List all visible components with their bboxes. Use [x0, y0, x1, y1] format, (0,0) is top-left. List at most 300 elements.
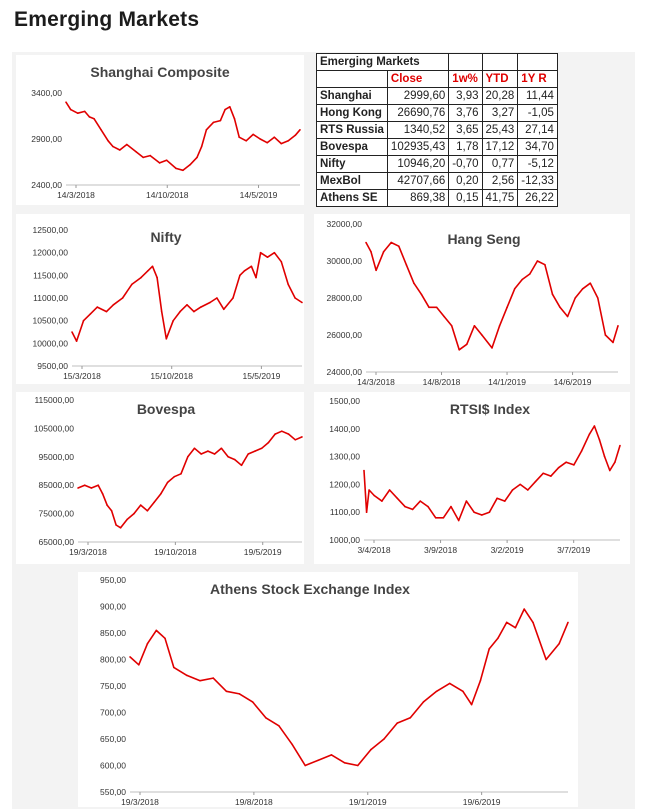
data-point — [241, 465, 243, 467]
table-row — [317, 105, 558, 122]
table-cell-1w: 3,76 — [449, 105, 482, 122]
table-cell-ytd: 2,56 — [482, 173, 518, 190]
data-point — [212, 677, 214, 679]
table-header-1w: 1w% — [449, 71, 482, 88]
x-tick-label: 3/9/2018 — [424, 545, 458, 555]
series-line — [130, 609, 568, 765]
data-point — [77, 112, 79, 114]
y-tick-label: 32000,00 — [326, 219, 362, 229]
data-point — [295, 439, 297, 441]
x-tick-label: 19/6/2019 — [462, 797, 501, 807]
y-tick-label: 3400,00 — [31, 88, 62, 98]
table-cell-name: RTS Russia — [317, 122, 388, 139]
page-title: Emerging Markets — [14, 8, 200, 31]
data-point — [299, 129, 301, 131]
x-tick-label: 19/3/2018 — [121, 797, 159, 807]
table-row — [317, 173, 558, 190]
data-point — [519, 484, 521, 486]
data-point — [172, 320, 174, 322]
table-header-1y: 1Y R — [518, 71, 558, 88]
data-point — [140, 277, 142, 279]
chart-title: Shanghai Composite — [90, 64, 230, 80]
data-point — [396, 722, 398, 724]
table-cell-ytd: 0,77 — [482, 156, 518, 173]
table-row — [317, 156, 558, 173]
y-tick-label: 105000,00 — [33, 423, 74, 434]
data-point — [255, 277, 257, 279]
data-point — [412, 509, 414, 511]
athens-chart — [78, 572, 578, 807]
data-point — [398, 245, 400, 247]
nifty-chart — [16, 214, 304, 384]
data-point — [617, 325, 619, 327]
rts-chart-panel — [314, 392, 630, 564]
table-cell-1y: 26,22 — [518, 190, 558, 207]
data-point — [301, 302, 303, 304]
data-point — [435, 517, 437, 519]
y-tick-label: 28000,00 — [326, 293, 362, 303]
data-point — [207, 450, 209, 452]
data-point — [619, 445, 621, 447]
y-tick-label: 950,00 — [100, 575, 126, 585]
data-point — [77, 487, 79, 489]
table-row — [317, 190, 558, 207]
data-point — [420, 500, 422, 502]
y-tick-label: 10000,00 — [32, 338, 68, 349]
data-point — [238, 136, 240, 138]
data-point — [209, 302, 211, 304]
data-point — [491, 347, 493, 349]
y-tick-label: 650,00 — [100, 734, 126, 744]
data-point — [113, 304, 115, 306]
data-point — [357, 765, 359, 767]
data-point — [370, 251, 372, 253]
data-point — [223, 309, 225, 311]
data-point — [331, 754, 333, 756]
table-cell-name: Bovespa — [317, 139, 388, 156]
data-point — [186, 675, 188, 677]
data-point — [373, 495, 375, 497]
table-cell-1y: 34,70 — [518, 139, 558, 156]
data-point — [199, 680, 201, 682]
data-point — [471, 704, 473, 706]
data-point — [466, 500, 468, 502]
data-point — [140, 504, 142, 506]
table-cell-1w: 3,93 — [449, 88, 482, 105]
data-point — [254, 450, 256, 452]
data-point — [301, 436, 303, 438]
data-point — [84, 484, 86, 486]
data-point — [244, 270, 246, 272]
data-point — [427, 506, 429, 508]
data-point — [232, 297, 234, 299]
data-point — [65, 101, 67, 103]
y-tick-label: 800,00 — [100, 654, 126, 665]
data-point — [521, 279, 523, 281]
data-point — [106, 504, 108, 506]
data-point — [428, 307, 430, 309]
data-point — [216, 297, 218, 299]
data-point — [287, 284, 289, 286]
table-cell-close: 102935,43 — [387, 139, 448, 156]
athens-chart-panel — [78, 572, 578, 807]
data-point — [173, 667, 175, 669]
data-point — [261, 448, 263, 450]
data-point — [597, 297, 599, 299]
data-point — [295, 135, 297, 137]
data-point — [97, 484, 99, 486]
data-point — [196, 157, 198, 159]
data-point — [153, 501, 155, 503]
data-point — [365, 242, 367, 244]
charts-area — [12, 52, 635, 809]
data-point — [91, 487, 93, 489]
data-point — [288, 433, 290, 435]
y-tick-label: 65000,00 — [38, 537, 74, 547]
y-tick-label: 1200,00 — [329, 479, 360, 490]
table-header-close: Close — [387, 71, 448, 88]
data-point — [397, 498, 399, 500]
data-point — [383, 251, 385, 253]
x-tick-label: 19/8/2018 — [234, 797, 273, 807]
data-point — [542, 473, 544, 475]
data-point — [126, 144, 128, 146]
data-point — [506, 622, 508, 624]
bovespa-chart — [16, 392, 304, 564]
series-line — [72, 253, 302, 341]
data-point — [368, 489, 370, 491]
data-point — [252, 701, 254, 703]
y-tick-label: 95000,00 — [38, 451, 74, 462]
data-point — [390, 242, 392, 244]
y-tick-label: 115000,00 — [34, 395, 74, 405]
table-cell-close: 869,38 — [387, 190, 448, 207]
table-cell-close: 2999,60 — [387, 88, 448, 105]
table-cell-1w: -0,70 — [449, 156, 482, 173]
y-tick-label: 12000,00 — [32, 247, 68, 258]
data-point — [281, 261, 283, 263]
chart-title: Athens Stock Exchange Index — [210, 581, 410, 597]
data-point — [515, 627, 517, 629]
data-point — [182, 170, 184, 172]
x-tick-label: 14/3/2018 — [57, 190, 95, 200]
data-point — [259, 138, 261, 140]
data-point — [281, 430, 283, 432]
table-cell-1y: -12,33 — [518, 173, 558, 190]
data-point — [443, 517, 445, 519]
data-point — [458, 349, 460, 351]
nifty-chart-panel — [16, 214, 304, 384]
data-point — [318, 759, 320, 761]
table-cell-ytd: 41,75 — [482, 190, 518, 207]
data-point — [267, 256, 269, 258]
y-tick-label: 12500,00 — [32, 225, 68, 235]
table-cell-1y: 11,44 — [518, 88, 558, 105]
data-point — [70, 109, 72, 111]
data-point — [239, 693, 241, 695]
data-point — [245, 140, 247, 142]
data-point — [567, 622, 569, 624]
data-point — [581, 450, 583, 452]
data-point — [213, 122, 215, 124]
data-point — [84, 111, 86, 113]
x-tick-label: 14/10/2018 — [145, 190, 189, 200]
table-cell-name: Athens SE — [317, 190, 388, 207]
y-tick-label: 85000,00 — [38, 480, 74, 491]
table-cell-ytd: 25,43 — [482, 122, 518, 139]
data-point — [220, 120, 222, 122]
table-title-spacer — [449, 54, 482, 71]
data-point — [142, 157, 144, 159]
data-point — [304, 765, 306, 767]
data-point — [224, 109, 226, 111]
data-point — [161, 311, 163, 313]
data-point — [590, 282, 592, 284]
table-title-spacer — [482, 54, 518, 71]
data-point — [111, 510, 113, 512]
data-point — [187, 456, 189, 458]
table-cell-ytd: 20,28 — [482, 88, 518, 105]
data-point — [251, 266, 253, 268]
data-point — [252, 134, 254, 136]
data-point — [274, 252, 276, 254]
data-point — [274, 433, 276, 435]
data-point — [97, 306, 99, 308]
data-point — [589, 434, 591, 436]
y-tick-label: 900,00 — [100, 601, 126, 612]
data-point — [90, 313, 92, 315]
data-point — [278, 725, 280, 727]
data-point — [523, 608, 525, 610]
data-point — [186, 304, 188, 306]
data-point — [489, 511, 491, 513]
data-point — [535, 481, 537, 483]
x-tick-label: 14/3/2018 — [357, 377, 395, 387]
data-point — [550, 475, 552, 477]
data-point — [227, 456, 229, 458]
shanghai-chart-panel — [16, 55, 304, 205]
y-tick-label: 1500,00 — [329, 396, 360, 406]
data-point — [234, 118, 236, 120]
x-tick-label: 3/4/2018 — [357, 545, 391, 555]
data-point — [614, 461, 616, 463]
data-point — [71, 331, 73, 333]
data-point — [421, 294, 423, 296]
data-point — [559, 307, 561, 309]
data-point — [147, 270, 149, 272]
data-point — [436, 307, 438, 309]
data-point — [122, 297, 124, 299]
data-point — [529, 273, 531, 275]
data-point — [200, 306, 202, 308]
data-point — [383, 738, 385, 740]
data-point — [527, 489, 529, 491]
data-point — [488, 648, 490, 650]
data-point — [473, 511, 475, 513]
chart-title: RTSI$ Index — [449, 401, 531, 417]
x-tick-label: 15/10/2018 — [150, 371, 193, 381]
data-point — [201, 146, 203, 148]
data-point — [102, 493, 104, 495]
data-point — [288, 140, 290, 142]
data-point — [366, 511, 368, 513]
data-point — [612, 342, 614, 344]
data-point — [179, 311, 181, 313]
table-row — [317, 88, 558, 105]
y-tick-label: 1000,00 — [329, 535, 360, 545]
data-point — [514, 288, 516, 290]
data-point — [112, 146, 114, 148]
y-tick-label: 850,00 — [100, 628, 126, 638]
data-point — [129, 656, 131, 658]
data-point — [474, 325, 476, 327]
series-line — [66, 102, 300, 170]
y-tick-label: 9500,00 — [37, 361, 68, 371]
data-point — [260, 252, 262, 254]
data-point — [149, 155, 151, 157]
data-point — [443, 316, 445, 318]
table-title-spacer — [518, 54, 558, 71]
data-point — [544, 264, 546, 266]
y-tick-label: 26000,00 — [326, 330, 362, 340]
series-line — [364, 426, 620, 521]
data-point — [381, 500, 383, 502]
data-point — [567, 316, 569, 318]
data-point — [214, 453, 216, 455]
data-point — [594, 425, 596, 427]
data-point — [166, 159, 168, 161]
data-point — [239, 275, 241, 277]
data-point — [115, 524, 117, 526]
series-line — [366, 243, 618, 350]
x-tick-label: 14/8/2018 — [422, 377, 461, 387]
data-point — [413, 282, 415, 284]
table-cell-1w: 0,15 — [449, 190, 482, 207]
table-cell-1w: 1,78 — [449, 139, 482, 156]
data-point — [229, 106, 231, 108]
data-point — [506, 307, 508, 309]
data-point — [370, 749, 372, 751]
y-tick-label: 2900,00 — [31, 134, 62, 144]
x-tick-label: 19/3/2018 — [69, 547, 107, 557]
data-point — [449, 683, 451, 685]
data-point — [605, 334, 607, 336]
data-point — [266, 142, 268, 144]
data-point — [410, 717, 412, 719]
data-point — [206, 129, 208, 131]
data-point — [131, 284, 133, 286]
y-tick-label: 1300,00 — [329, 451, 360, 462]
data-point — [180, 473, 182, 475]
y-tick-label: 2400,00 — [31, 180, 62, 190]
table-header-name — [317, 71, 388, 88]
chart-title: Bovespa — [136, 401, 196, 417]
data-point — [466, 344, 468, 346]
table-cell-ytd: 3,27 — [482, 105, 518, 122]
table-header-ytd: YTD — [482, 71, 518, 88]
table-row — [317, 122, 558, 139]
data-point — [226, 691, 228, 693]
data-point — [451, 325, 453, 327]
data-point — [106, 311, 108, 313]
table-cell-close: 1340,52 — [387, 122, 448, 139]
hangseng-chart-panel — [314, 214, 630, 387]
data-point — [133, 513, 135, 515]
data-point — [152, 266, 154, 268]
data-point — [537, 260, 539, 262]
table-cell-1y: 27,14 — [518, 122, 558, 139]
data-point — [375, 270, 377, 272]
table-header-row — [317, 71, 558, 88]
data-point — [107, 140, 109, 142]
data-point — [135, 151, 137, 153]
data-point — [221, 448, 223, 450]
y-tick-label: 30000,00 — [326, 256, 362, 266]
data-point — [281, 143, 283, 145]
y-tick-label: 550,00 — [100, 787, 126, 797]
table-cell-close: 42707,66 — [387, 173, 448, 190]
chart-title: Hang Seng — [447, 231, 521, 247]
data-point — [344, 762, 346, 764]
rts-chart — [314, 392, 630, 564]
data-point — [512, 489, 514, 491]
data-point — [604, 456, 606, 458]
shanghai-chart — [16, 55, 304, 205]
table-cell-1w: 0,20 — [449, 173, 482, 190]
table-cell-1w: 3,65 — [449, 122, 482, 139]
data-point — [574, 297, 576, 299]
data-point — [609, 470, 611, 472]
data-point — [389, 489, 391, 491]
data-point — [504, 500, 506, 502]
table-cell-ytd: 17,12 — [482, 139, 518, 156]
data-point — [89, 116, 91, 118]
data-point — [450, 506, 452, 508]
data-point — [545, 659, 547, 661]
data-point — [120, 527, 122, 529]
table-cell-1y: -5,12 — [518, 156, 558, 173]
table-cell-1y: -1,05 — [518, 105, 558, 122]
data-point — [406, 264, 408, 266]
y-tick-label: 750,00 — [100, 681, 126, 691]
data-point — [291, 744, 293, 746]
data-point — [436, 691, 438, 693]
data-point — [76, 340, 78, 342]
data-point — [363, 470, 365, 472]
table-cell-name: Hong Kong — [317, 105, 388, 122]
data-point — [147, 643, 149, 645]
data-point — [565, 461, 567, 463]
data-point — [138, 664, 140, 666]
y-tick-label: 600,00 — [100, 760, 126, 771]
y-tick-label: 700,00 — [100, 707, 126, 718]
data-point — [100, 129, 102, 131]
table-title: Emerging Markets — [317, 54, 449, 71]
x-tick-label: 15/3/2018 — [63, 371, 101, 381]
data-point — [481, 514, 483, 516]
data-point — [532, 622, 534, 624]
data-point — [174, 476, 176, 478]
y-tick-label: 1100,00 — [329, 507, 360, 518]
data-point — [147, 510, 149, 512]
table-cell-close: 10946,20 — [387, 156, 448, 173]
table-row — [317, 139, 558, 156]
data-point — [294, 297, 296, 299]
data-point — [200, 453, 202, 455]
data-point — [160, 493, 162, 495]
x-tick-label: 19/10/2018 — [154, 547, 197, 557]
x-tick-label: 19/1/2019 — [348, 797, 387, 807]
